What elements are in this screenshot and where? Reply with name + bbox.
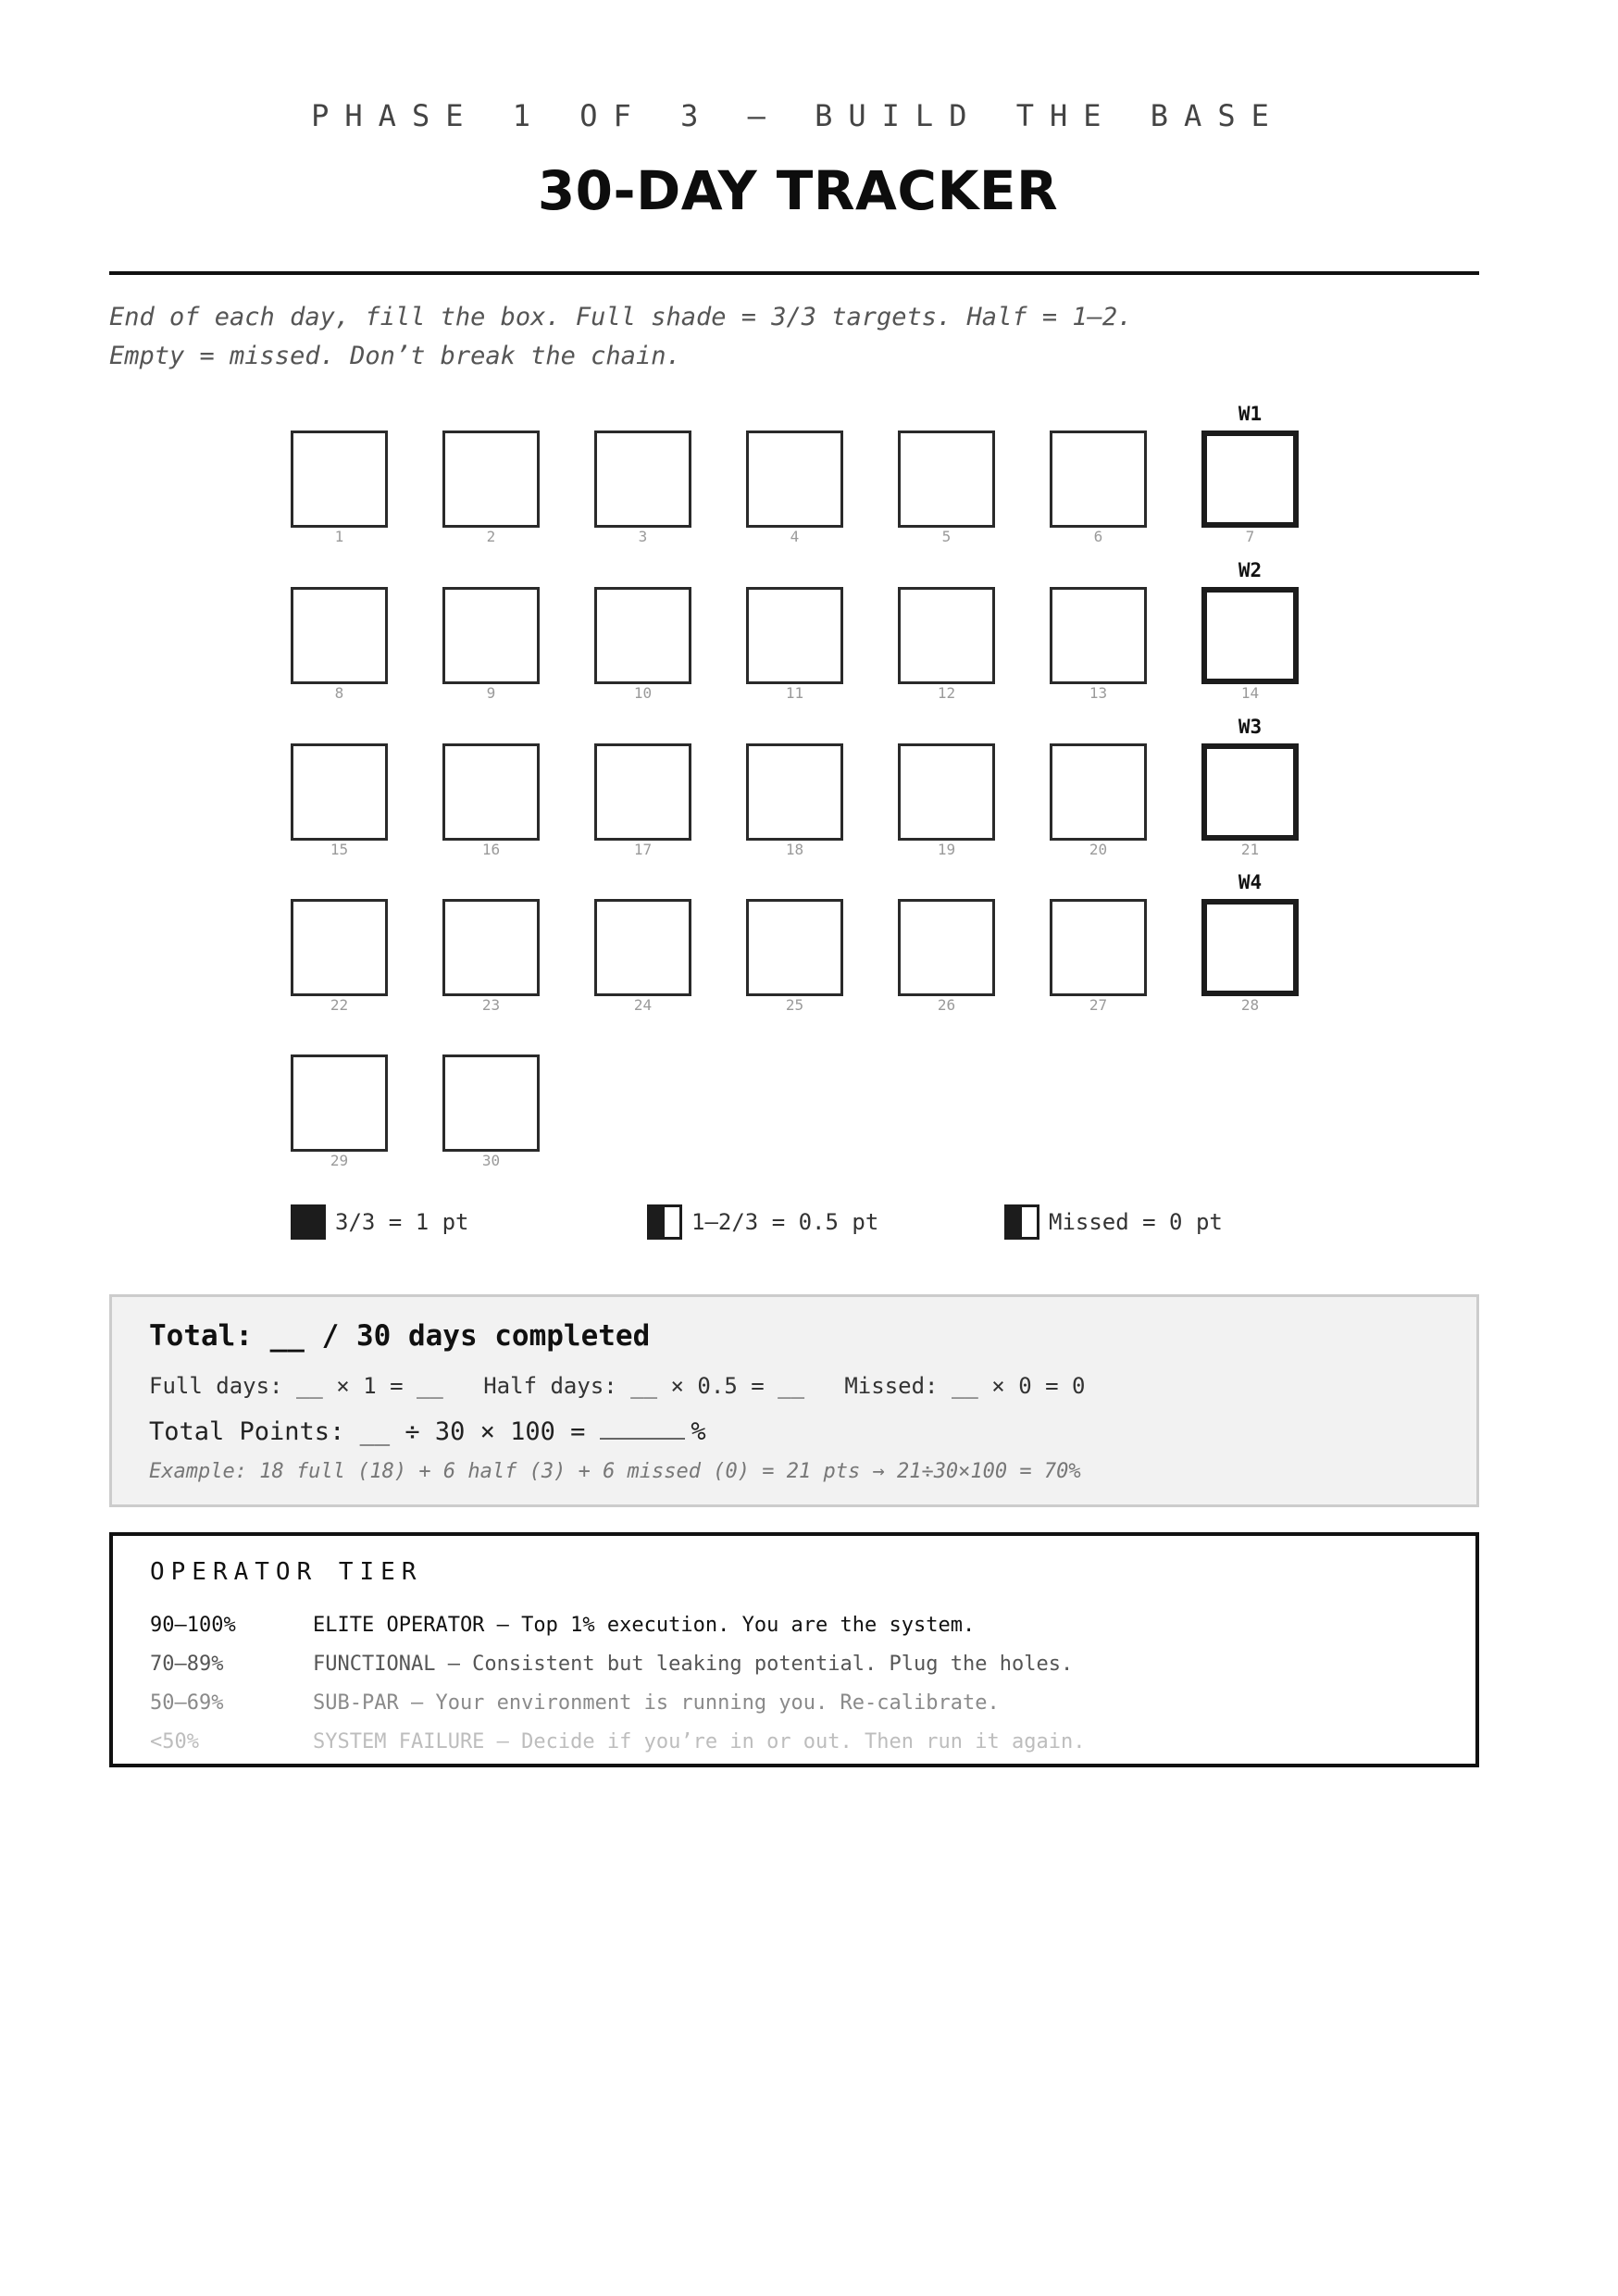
day-number: 4 xyxy=(790,528,800,545)
day-number: 18 xyxy=(785,841,804,858)
day-box[interactable] xyxy=(1201,899,1299,996)
phase-subtitle: PHASE 1 OF 3 — BUILD THE BASE xyxy=(311,98,1285,133)
day-number: 23 xyxy=(481,996,501,1014)
day-number: 29 xyxy=(330,1152,349,1169)
example-calculation: Example: 18 full (18) + 6 half (3) + 6 missed (0) = 21 pts → 21÷30×100 = 70% xyxy=(149,1460,1081,1483)
week-label: W1 xyxy=(1238,403,1263,425)
day-number: 11 xyxy=(785,684,804,702)
day-box[interactable] xyxy=(594,430,691,528)
legend-full-label: 3/3 = 1 pt xyxy=(335,1209,469,1235)
percent-blank-field[interactable] xyxy=(600,1414,685,1440)
week-label: W4 xyxy=(1238,871,1263,893)
day-box[interactable] xyxy=(442,1054,540,1152)
day-number: 15 xyxy=(330,841,349,858)
day-box[interactable] xyxy=(291,899,388,996)
day-number: 20 xyxy=(1089,841,1108,858)
tier-heading: OPERATOR TIER xyxy=(150,1558,423,1586)
day-box[interactable] xyxy=(746,430,843,528)
day-number: 1 xyxy=(334,528,344,545)
day-number: 27 xyxy=(1089,996,1108,1014)
tier-range: 70–89% xyxy=(150,1653,224,1676)
day-number: 10 xyxy=(633,684,653,702)
day-box[interactable] xyxy=(746,743,843,841)
day-box[interactable] xyxy=(898,430,995,528)
day-box[interactable] xyxy=(291,743,388,841)
day-box[interactable] xyxy=(1201,430,1299,528)
day-box[interactable] xyxy=(291,1054,388,1152)
tier-description: SUB-PAR — Your environment is running you. Re-calibrate. xyxy=(313,1691,1000,1715)
instructions xyxy=(109,298,1479,376)
legend-full xyxy=(291,1204,469,1241)
day-box[interactable] xyxy=(1201,587,1299,684)
day-box[interactable] xyxy=(594,899,691,996)
legend-half-label: 1–2/3 = 0.5 pt xyxy=(691,1209,879,1235)
day-box[interactable] xyxy=(1201,743,1299,841)
day-number: 24 xyxy=(633,996,653,1014)
day-box[interactable] xyxy=(898,899,995,996)
tier-range: 90–100% xyxy=(150,1614,236,1637)
half-shade-swatch-icon xyxy=(647,1204,682,1240)
totals-panel xyxy=(109,1294,1479,1507)
day-number: 8 xyxy=(334,684,344,702)
tier-description: FUNCTIONAL — Consistent but leaking potential. Plug the holes. xyxy=(313,1653,1074,1676)
instructions-line-1: End of each day, fill the box. Full shade = 3/3 targets. Half = 1–2. xyxy=(109,303,1133,331)
tier-description: SYSTEM FAILURE — Decide if you’re in or out. Then run it again. xyxy=(313,1730,1086,1753)
tier-row xyxy=(150,1730,1085,1753)
day-number: 7 xyxy=(1245,528,1255,545)
day-box[interactable] xyxy=(442,899,540,996)
instructions-line-2: Empty = missed. Don’t break the chain. xyxy=(109,342,681,370)
tier-row xyxy=(150,1653,1073,1676)
operator-tier-panel xyxy=(109,1532,1479,1767)
day-box[interactable] xyxy=(1050,743,1147,841)
day-number: 3 xyxy=(638,528,648,545)
day-number: 16 xyxy=(481,841,501,858)
day-box[interactable] xyxy=(1050,899,1147,996)
day-number: 5 xyxy=(941,528,952,545)
day-number: 14 xyxy=(1240,684,1260,702)
percent-unit: % xyxy=(691,1417,706,1446)
day-box[interactable] xyxy=(442,587,540,684)
legend-half xyxy=(647,1204,878,1241)
day-number: 6 xyxy=(1093,528,1103,545)
day-box[interactable] xyxy=(898,743,995,841)
week-label: W2 xyxy=(1238,559,1263,581)
legend-missed xyxy=(1004,1204,1223,1241)
day-number: 2 xyxy=(486,528,496,545)
day-number: 9 xyxy=(486,684,496,702)
day-box[interactable] xyxy=(746,899,843,996)
day-number: 17 xyxy=(633,841,653,858)
day-number: 21 xyxy=(1240,841,1260,858)
day-box[interactable] xyxy=(442,430,540,528)
day-number: 30 xyxy=(481,1152,501,1169)
tier-description: ELITE OPERATOR — Top 1% execution. You are the system. xyxy=(313,1614,976,1637)
day-box[interactable] xyxy=(594,743,691,841)
tier-row xyxy=(150,1614,975,1637)
day-box[interactable] xyxy=(1050,587,1147,684)
day-number: 13 xyxy=(1089,684,1108,702)
points-breakdown: Full days: __ × 1 = __ Half days: __ × 0.5 = __ Missed: __ × 0 = 0 xyxy=(149,1373,1086,1399)
header-divider xyxy=(109,271,1479,275)
day-box[interactable] xyxy=(898,587,995,684)
day-number: 12 xyxy=(937,684,956,702)
week-label: W3 xyxy=(1238,716,1263,738)
missed-swatch-icon xyxy=(1004,1204,1039,1240)
day-number: 19 xyxy=(937,841,956,858)
day-box[interactable] xyxy=(291,587,388,684)
day-number: 28 xyxy=(1240,996,1260,1014)
total-days-line: Total: __ / 30 days completed xyxy=(149,1319,651,1353)
tier-row xyxy=(150,1691,1000,1715)
day-box[interactable] xyxy=(291,430,388,528)
tier-range: 50–69% xyxy=(150,1691,224,1715)
day-box[interactable] xyxy=(1050,430,1147,528)
full-shade-swatch-icon xyxy=(291,1204,326,1240)
page-title: 30-DAY TRACKER xyxy=(537,159,1059,222)
legend-missed-label: Missed = 0 pt xyxy=(1049,1209,1223,1235)
day-box[interactable] xyxy=(746,587,843,684)
tier-range: <50% xyxy=(150,1730,199,1753)
day-number: 26 xyxy=(937,996,956,1014)
day-box[interactable] xyxy=(594,587,691,684)
day-number: 25 xyxy=(785,996,804,1014)
total-points-label: Total Points: __ ÷ 30 × 100 = xyxy=(149,1417,586,1446)
total-points-line xyxy=(149,1414,706,1446)
day-number: 22 xyxy=(330,996,349,1014)
day-box[interactable] xyxy=(442,743,540,841)
